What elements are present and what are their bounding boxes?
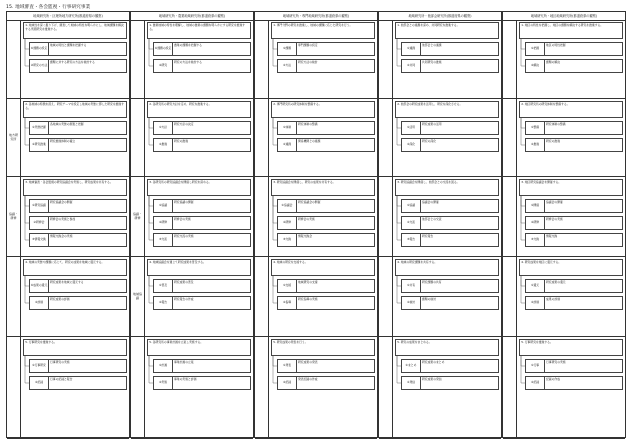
sub-item-value: 研究の方法を検討する: [174, 60, 202, 64]
sub-item-key: ①連携: [402, 43, 421, 55]
objective-row: [7, 20, 129, 99]
sub-item: [401, 216, 499, 230]
objective-row: [131, 177, 253, 257]
objective-text: 2. 各地域の特徴を捉え、研究テーマを設定し地域の実態に即した研究を推進する。: [23, 101, 127, 118]
sub-item-key: ①整備: [526, 122, 545, 134]
objective-text: 5. 各研究所の事業計画を立案し実施する。: [147, 339, 251, 356]
sub-item: [401, 279, 499, 293]
sub-item-key: ②研究の方法: [30, 60, 49, 72]
sub-item: [401, 121, 499, 135]
objective-text: 2. 各研究所の研究方針を定め、研究を推進する。: [147, 101, 251, 118]
sub-item: [277, 59, 375, 73]
sub-item: [29, 233, 127, 247]
sub-item-key: ①成果の還元: [30, 280, 49, 292]
objective-row: [503, 337, 625, 439]
sub-item-key: ①協議: [154, 200, 173, 212]
sub-item-value: 発表記録の作成: [298, 377, 318, 381]
sub-item-key: ②発信: [402, 377, 421, 389]
sub-item: [525, 59, 623, 73]
sub-item: [525, 138, 623, 152]
row-content: [393, 257, 501, 336]
sub-item: [401, 359, 499, 373]
row-label: [503, 177, 517, 256]
sub-item: [153, 216, 251, 230]
row-content: [393, 177, 501, 256]
sub-item: [153, 199, 251, 213]
objective-row: [131, 257, 253, 337]
objective-row: [379, 177, 501, 257]
objective-text: 1. 地域性を深く掘り下げ、調査して地域の特性を明らかにし、地域課題を解決する実践研究を推進する。: [23, 22, 127, 39]
sub-item: [525, 199, 623, 213]
row-label: [255, 99, 269, 176]
row-label: [379, 257, 393, 336]
sub-item-key: ②連携: [278, 139, 297, 151]
sub-item: [525, 42, 623, 56]
row-content: [145, 177, 253, 256]
sub-item-key: ③情報交換: [30, 234, 49, 246]
row-content: [145, 99, 253, 176]
objective-text: 5. 行事研究を推進する。: [23, 339, 127, 356]
objective-text: 1. 農業地域の特性を理解し、地域の農業の課題を明らかにする研究を推進する。: [147, 22, 251, 39]
row-label: [379, 337, 393, 438]
column-header: 地域研究所・専門地域研究所(都道府県の観察): [255, 12, 377, 21]
sub-item-key: ①課題: [278, 43, 297, 55]
row-label: [503, 257, 517, 336]
sub-item-value: 関係機関との連携: [298, 139, 321, 143]
sub-item-value: 研修会の実施: [298, 217, 315, 221]
objective-text: 3. 研究協議会を開催し、他部会との交流を図る。: [395, 179, 499, 196]
sub-item-key: ②解決: [526, 60, 545, 72]
objective-row: [255, 20, 377, 99]
sub-item-value: 事業計画の立案: [174, 360, 194, 364]
sub-item: [29, 138, 127, 152]
sub-item: [277, 42, 375, 56]
sub-item: [525, 121, 623, 135]
sub-item: [29, 59, 127, 73]
sub-item: [277, 233, 375, 247]
sub-item-key: ③交換: [278, 234, 297, 246]
sub-item: [153, 59, 251, 73]
sub-item-value: 他部会との連携: [422, 43, 442, 47]
research-column-5: [502, 11, 626, 438]
objective-row: [7, 257, 129, 337]
objective-text: 1. 専門分野の研究を推進し、地域の課題に応じた研究を行う。: [271, 22, 375, 39]
sub-item: [153, 138, 251, 152]
sub-item: [153, 121, 251, 135]
row-label: [379, 99, 393, 176]
row-content: [517, 20, 625, 98]
objective-text: 2. 専門研究所の研究体制を整備する。: [271, 101, 375, 118]
objective-text: 2. 地区研究所の研究体制を整備する。: [519, 101, 623, 118]
row-label: 地域協議: [131, 257, 145, 336]
objective-text: 1. 地区の特性を把握し、地区の課題を解決する研究を推進する。: [519, 22, 623, 39]
sub-item-value: 専門課題の設定: [298, 43, 318, 47]
sub-item-key: ①開催: [526, 200, 545, 212]
row-content: [517, 99, 625, 176]
sub-item-key: ②評価: [526, 297, 545, 309]
row-label: [7, 20, 21, 98]
row-label: 協議・研修: [131, 177, 145, 256]
sub-item-key: ①発表: [278, 360, 297, 372]
sub-item-value: 共同研究の推進: [422, 60, 442, 64]
row-content: [21, 177, 129, 256]
sub-item-key: ②研修: [154, 217, 173, 229]
sub-item: [277, 296, 375, 310]
row-content: [269, 177, 377, 256]
sub-item-key: ①協議会: [278, 200, 297, 212]
sub-item: [153, 233, 251, 247]
sub-item-value: 行事の記録と報告: [50, 377, 73, 381]
sub-item-value: 研究成果の発表: [298, 360, 318, 364]
sub-item: [525, 359, 623, 373]
objective-row: [131, 337, 253, 439]
sub-item-value: 研究報告の作成: [174, 297, 194, 301]
sub-item-value: 他部会との交流: [422, 217, 442, 221]
sub-item-value: 協議会の開催: [546, 200, 563, 204]
sub-item: [401, 376, 499, 390]
objective-row: [255, 257, 377, 337]
column-header: 地域研究所・区理所地方研究所(都道府県の観察): [7, 12, 129, 21]
sub-item-key: ②報告: [154, 297, 173, 309]
sub-item-value: 農業の課題を把握する: [174, 43, 202, 47]
sub-item-value: 研究成果のまとめ: [422, 360, 445, 364]
sub-item: [277, 376, 375, 390]
sub-item-value: 課題の検討: [422, 297, 436, 301]
sub-item-value: 事業の実施と評価: [174, 377, 197, 381]
sub-item-key: ②記録: [278, 377, 297, 389]
objective-text: 1. 他部会との連携を深め、共同研究を推進する。: [395, 22, 499, 39]
sub-item: [401, 296, 499, 310]
row-label: [131, 99, 145, 176]
objective-text: 4. 地域の実態や課題に応じて、研究の成果を地域に還元する。: [23, 259, 127, 276]
sub-item-key: ②深化: [402, 139, 421, 151]
sub-item-key: ②研修会: [30, 217, 49, 229]
row-label: [7, 337, 21, 438]
sub-item-key: ②方法: [278, 60, 297, 72]
diagram-sheet: [6, 11, 626, 438]
sub-item-key: ①活用: [402, 122, 421, 134]
sub-item-value: 研究協議の開催: [174, 200, 194, 204]
objective-text: 5. 研究の成果をまとめる。: [395, 339, 499, 356]
objective-text: 2. 他部会の研究成果を活用し、研究を深化させる。: [395, 101, 499, 118]
sub-item-value: 研究の推進: [546, 139, 560, 143]
sub-item-value: 情報交換会: [298, 234, 312, 238]
objective-row: [379, 257, 501, 337]
objective-row: [503, 257, 625, 337]
objective-text: 4. 地域協議会を通じて研究成果を普及する。: [147, 259, 251, 276]
objective-row: [503, 20, 625, 99]
sub-item-key: ①体制: [278, 122, 297, 134]
row-content: [517, 337, 625, 438]
sub-item: [401, 42, 499, 56]
row-content: [21, 99, 129, 176]
sub-item: [401, 59, 499, 73]
sub-item: [29, 376, 127, 390]
sub-item-key: ③交換: [526, 234, 545, 246]
sub-item-value: 研究成果の発信: [422, 377, 442, 381]
sub-item-key: ①研究協議: [30, 200, 49, 212]
sub-item-value: 研究協議会の開催: [298, 200, 321, 204]
sub-item-value: 研究成果の普及: [174, 280, 194, 284]
sub-item: [153, 42, 251, 56]
row-content: [393, 20, 501, 98]
sub-item-key: ①計画: [154, 360, 173, 372]
sub-item-value: 研究報告: [422, 234, 434, 238]
sub-item-value: 情報交換: [546, 234, 558, 238]
sub-item-value: 課題に対する研究の方法を検討する: [50, 60, 95, 64]
sub-item: [29, 359, 127, 373]
sub-item-key: ①協議: [402, 200, 421, 212]
row-content: [145, 257, 253, 336]
sub-item-key: ②研修: [526, 217, 545, 229]
objective-text: 4. 研究成果を地区に還元する。: [519, 259, 623, 276]
sub-item-key: ③報告: [402, 234, 421, 246]
sub-item-key: ②記録: [30, 377, 49, 389]
sub-item-value: 地域の特性と課題を把握する: [50, 43, 87, 47]
row-content: [517, 257, 625, 336]
document-title: 15. 地域審査・各会監視・行事研究事業: [6, 5, 91, 10]
row-label: [503, 99, 517, 176]
sub-item-value: 研修会の実施: [546, 217, 563, 221]
row-content: [21, 257, 129, 336]
sub-item-key: ①還元: [526, 280, 545, 292]
sub-item-key: ②推進: [154, 139, 173, 151]
objective-row: [7, 99, 129, 177]
sub-item-value: 課題の解決: [546, 60, 560, 64]
sub-item: [525, 376, 623, 390]
sub-item-value: 成果の評価: [546, 297, 560, 301]
row-content: [393, 337, 501, 438]
sub-item: [29, 121, 127, 135]
objective-row: [7, 337, 129, 439]
column-header: 地域研究所・農業地域研究所(都道府県の観察): [131, 12, 253, 21]
sub-item: [401, 138, 499, 152]
sub-item-value: 研究推進体制の確立: [50, 139, 76, 143]
objective-text: 3. 研究協議会を開催し、研究の成果を共有する。: [271, 179, 375, 196]
sub-item: [525, 279, 623, 293]
row-label: [379, 177, 393, 256]
objective-row: [379, 337, 501, 439]
row-content: [269, 337, 377, 438]
row-content: [21, 337, 129, 438]
row-label: 協議・研修: [7, 177, 21, 256]
row-label: [379, 20, 393, 98]
objective-row: [131, 99, 253, 177]
sub-item-key: ②交流: [402, 217, 421, 229]
sub-item: [277, 279, 375, 293]
sub-item-key: ②検討: [402, 297, 421, 309]
sub-item: [401, 233, 499, 247]
objective-text: 4. 地域の研究を支援する。: [271, 259, 375, 276]
sub-item-value: 研究交流の実施: [174, 234, 194, 238]
sub-item: [277, 138, 375, 152]
sub-item-value: 研究成果の評価: [50, 297, 70, 301]
sub-item-value: 研究体制の整備: [298, 122, 318, 126]
sub-item: [29, 216, 127, 230]
sub-item-value: 地区の特性把握: [546, 43, 566, 47]
sub-item: [525, 233, 623, 247]
sub-item-key: ②研修: [278, 217, 297, 229]
row-label: [255, 177, 269, 256]
sub-item-value: 行事研究の実施: [50, 360, 70, 364]
row-content: [269, 99, 377, 176]
sub-item-key: ②研究: [154, 60, 173, 72]
sub-item-value: 研究成果の活用: [422, 122, 442, 126]
objective-text: 5. 研究成果の発表を行う。: [271, 339, 375, 356]
sub-item-value: 研究課題の共有: [422, 280, 442, 284]
sub-item-key: ①課題の設定: [154, 43, 173, 55]
sub-item: [153, 296, 251, 310]
sub-item-key: ①普及: [154, 280, 173, 292]
sub-item-value: 行事研究の実施: [546, 360, 566, 364]
sub-item-key: ②研究推進: [30, 139, 49, 151]
column-header: 地域研究所・地区地域研究所(都道府県の観察): [503, 12, 625, 21]
objective-text: 3. 各研究所の研究協議会を開催し研究を深める。: [147, 179, 251, 196]
row-content: [21, 20, 129, 98]
sub-item: [153, 359, 251, 373]
sub-item-key: ②共同: [402, 60, 421, 72]
row-label: [7, 257, 21, 336]
row-label: [131, 337, 145, 438]
sub-item: [277, 121, 375, 135]
sub-item-key: ①行事研究: [30, 360, 49, 372]
sub-item-value: 研究方法の検討: [298, 60, 318, 64]
sub-item-value: 研究成果を地域に還元する: [50, 280, 84, 284]
sub-item: [153, 376, 251, 390]
row-label: [255, 257, 269, 336]
research-column-3: [254, 11, 378, 438]
objective-row: [379, 99, 501, 177]
sub-item-key: ①支援: [278, 280, 297, 292]
objective-text: 3. 地区研究協議会を開催する。: [519, 179, 623, 196]
sub-item-key: ①実態把握: [30, 122, 49, 134]
sub-item-value: 各地域の実態の調査と把握: [50, 122, 84, 126]
objective-row: [255, 99, 377, 177]
sub-item-value: 研究方針の決定: [174, 122, 194, 126]
sub-item: [29, 296, 127, 310]
sub-item: [277, 359, 375, 373]
sub-item: [29, 42, 127, 56]
row-label: 地方研究所: [7, 99, 21, 176]
research-column-1: [6, 11, 130, 438]
row-label: [255, 337, 269, 438]
row-content: [517, 177, 625, 256]
objective-row: [503, 177, 625, 257]
row-label: [131, 20, 145, 98]
sub-item-key: ②推進: [526, 139, 545, 151]
sub-item-key: ①方針: [154, 122, 173, 134]
objective-row: [131, 20, 253, 99]
sub-item: [401, 199, 499, 213]
sub-item: [277, 216, 375, 230]
sub-item-value: 研究指導の実施: [298, 297, 318, 301]
research-column-4: [378, 11, 502, 438]
research-column-2: [130, 11, 254, 438]
sub-item: [29, 279, 127, 293]
sub-item-key: ①把握: [526, 43, 545, 55]
objective-text: 5. 行事研究を推進する。: [519, 339, 623, 356]
sub-item-value: 研究成果の還元: [546, 280, 566, 284]
sub-item: [525, 216, 623, 230]
sub-item-key: ②実施: [154, 377, 173, 389]
row-content: [393, 99, 501, 176]
sub-item-value: 協議会の開催: [422, 200, 439, 204]
sub-item-value: 研修会の実施と参加: [50, 217, 76, 221]
sub-item: [277, 199, 375, 213]
sub-item-key: ②評価: [30, 297, 49, 309]
row-content: [269, 20, 377, 98]
objective-row: [255, 337, 377, 439]
row-content: [145, 337, 253, 438]
sub-item: [525, 296, 623, 310]
objective-row: [7, 177, 129, 257]
sub-item-value: 情報交換会の実施: [50, 234, 73, 238]
sub-item-value: 記録の作成: [546, 377, 560, 381]
sub-item-value: 地域研究の支援: [298, 280, 318, 284]
sub-item-key: ①まとめ: [402, 360, 421, 372]
column-header: 地域研究所・他部会研究所(都道府県の観察): [379, 12, 501, 21]
sub-item-value: 研究協議会の開催: [50, 200, 73, 204]
sub-item-key: ①共有: [402, 280, 421, 292]
objective-text: 3. 地域審査・各会監視の研究協議会を実施し、研究成果を共有する。: [23, 179, 127, 196]
sub-item: [29, 199, 127, 213]
row-label: [503, 337, 517, 438]
row-content: [269, 257, 377, 336]
objective-row: [503, 99, 625, 177]
sub-item-key: ①課題の設定: [30, 43, 49, 55]
sub-item-value: 研究の推進: [174, 139, 188, 143]
sub-item-key: ①行事: [526, 360, 545, 372]
sub-item-value: 研究体制の整備: [546, 122, 566, 126]
objective-row: [255, 177, 377, 257]
objective-row: [379, 20, 501, 99]
sub-item-value: 研修会の実施: [174, 217, 191, 221]
sub-item: [153, 279, 251, 293]
row-label: [255, 20, 269, 98]
sub-item-key: ②指導: [278, 297, 297, 309]
objective-text: 4. 地域の研究課題を共有する。: [395, 259, 499, 276]
sub-item-key: ③交流: [154, 234, 173, 246]
sub-item-value: 研究の深化: [422, 139, 436, 143]
sub-item-key: ②記録: [526, 377, 545, 389]
row-content: [145, 20, 253, 98]
row-label: [503, 20, 517, 98]
